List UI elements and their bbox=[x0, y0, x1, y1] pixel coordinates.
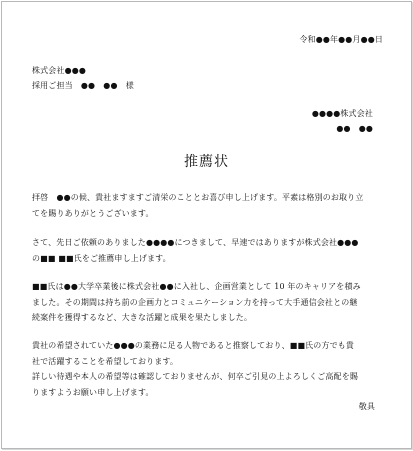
paragraph-line: の■■ ■■氏をご推薦申し上げます。 bbox=[32, 253, 171, 263]
paragraph-line: さて、先日ご依頼のありました●●●●につきまして、早速ではありますが株式会社●●● bbox=[32, 238, 359, 247]
paragraph-request bbox=[32, 338, 384, 400]
paragraph-line: てを賜りありがとうございます。 bbox=[32, 208, 154, 218]
paragraph-line: 社で活躍することを希望しております。 bbox=[32, 356, 179, 366]
paragraph-career bbox=[32, 279, 384, 326]
sender-person: ●● ●● bbox=[336, 124, 373, 133]
paragraph-line: 詳しい待遇や本人の希望等は確認しておりませんが、何卒ご引見の上よろしくご高配を賜 bbox=[32, 372, 358, 381]
paragraph-line: りますようお願い申し上げます。 bbox=[32, 387, 154, 397]
paragraph-greeting bbox=[32, 190, 384, 221]
paragraph-recommendation bbox=[32, 235, 384, 266]
recipient-person: 採用ご担当 ●● ●● 様 bbox=[32, 81, 134, 90]
paragraph-line: ました。その期間は持ち前の企画力とコミュニケーション力を持って大手通信会社との継 bbox=[32, 297, 358, 307]
letter-closing: 敬具 bbox=[358, 402, 375, 411]
recipient-company: 株式会社●●● bbox=[32, 66, 86, 75]
paragraph-line: ■■氏は●●大学卒業後に株式会社●●に入社し、企画営業として 10 年のキャリアを積み bbox=[32, 282, 361, 291]
paragraph-line: 貴社の希望されていた●●●の業務に足る人物であると推察しており、■■氏の方でも貴 bbox=[32, 341, 355, 350]
paragraph-line: 続案件を獲得するなど、大きな活躍と成果を果たしました。 bbox=[32, 313, 253, 322]
paragraph-line: 拝啓 ●●の候、貴社ますますご清栄のこととお喜び申し上げます。平素は格別のお取り立 bbox=[32, 193, 364, 202]
letter-title: 推薦状 bbox=[184, 154, 229, 170]
letter-page bbox=[1, 1, 412, 449]
sender-company: ●●●●株式会社 bbox=[311, 109, 373, 118]
letter-date: 令和●●年●●月●●日 bbox=[299, 35, 383, 44]
